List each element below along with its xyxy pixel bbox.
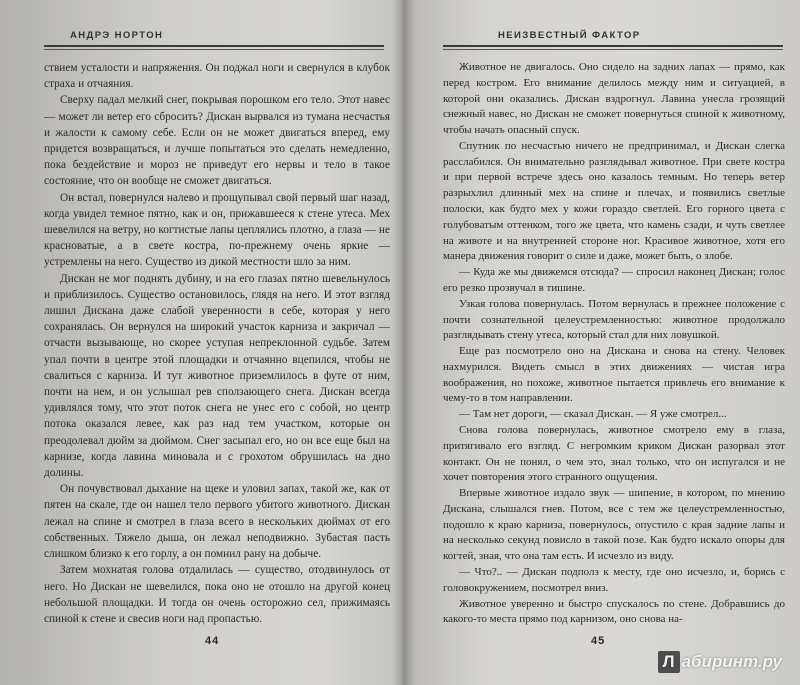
paragraph: Узкая голова повернулась. Потом вернулась в прежнее положение с почти сознательной целеустремленностью: животное продолжало разглядывать стену утеса, который стал для них ловушкой.	[443, 297, 785, 342]
header-rule-thin-right	[443, 49, 783, 50]
header-rule-left	[44, 45, 384, 47]
header-rule-thin-left	[44, 49, 384, 50]
paragraph: Дискан не мог поднять дубину, и на его глазах пятно шевельнулось и приблизилось. Существо остановилось, глядя на него. И этот взгляд лишил Дискана даже слабой уверенности в себе, которая у него сохранялась. Он вернулся на широкий участок карниза и закричал — отчасти вызывающе, но скорее уступая непреклонной судьбе. Затем упал почти в центре этой площадки и отчаянно вцепился, чтобы не свалиться с карниза. И тут животное приземлилось в футе от ним, почти на нем, и он услышал рев сползающего снега. Дискан всегда удивлялся тому, что этот поток снега не унес его с собой, но центр потока оказался левее, как раз над тем участком, которые он преодолевал дюйм за дюймом. Снег засыпал его, но он все еще был на карнизе, когда лавина миновала и с грохотом обрушилась на дно долины.	[44, 272, 390, 480]
watermark-text: абиринт.ру	[681, 652, 782, 671]
paragraph: Впервые животное издало звук — шипение, в котором, по мнению Дискана, слышался гнев. Потом, все с тем же целеустремленностью, подошло к краю карниза, повернулось, опустило с края задние лапы и на несколько секунд повисло в такой позе. Как будто искало опоры для когтей, зная, что она там есть. И исчезло из виду.	[443, 487, 785, 563]
paragraph: Еще раз посмотрело оно на Дискана и снова на стену. Человек нахмурился. Видеть смысл в этих движениях — чистая игра воображения, но похоже, животное пытается привлечь его внимание к чему-то в том направлении.	[443, 345, 785, 405]
book-gutter	[393, 0, 415, 685]
paragraph: ствием усталости и напряжения. Он поджал ноги и свернулся в клубок страха и отчаяния.	[44, 62, 390, 91]
paragraph: Животное не двигалось. Оно сидело на задних лапах — прямо, как перед костром. Его внимание делилось между ним и ситуацией, в которой они оказались. Дискан вздрогнул. Лавина унесла грозящий снежный навес, но Дискан не сможет повернуться спиной к животному, чтобы начать опасный спуск.	[443, 61, 785, 137]
page-number-right: 45	[591, 635, 606, 647]
header-rule-right	[443, 45, 783, 47]
paragraph: — Куда же мы движемся отсюда? — спросил наконец Дискан; голос его резко прозвучал в тишине.	[443, 266, 785, 294]
paragraph: — Что?.. — Дискан подполз к месту, где оно исчезло, и, борясь с головокружением, посмотрел вниз.	[443, 566, 785, 594]
right-body-text	[443, 60, 785, 628]
paragraph: Он встал, повернулся налево и прощупывал свой первый шаг назад, когда увидел темное пятно, как и он, прижавшееся к стене утеса. Мех шевелился на ветру, но когтистые лапы цеплялись плотно, а глаза — не красноватые, а в свете костра, по-прежнему очень яркие — устремлены на него. Существо из дикой местности шло за ним.	[44, 191, 390, 269]
paragraph: — Там нет дороги, — сказал Дискан. — Я уже смотрел...	[459, 408, 727, 421]
running-head-left: АНДРЭ НОРТОН	[70, 30, 164, 41]
labirint-watermark	[658, 651, 782, 673]
paragraph: Он почувствовал дыхание на щеке и уловил запах, такой же, как от пятен на скале, где он нашел тело первого убитого животного. Дискан лежал на спине и смотрел в глаза всего в нескольких дюймах от его собственных. Тяжело дыша, он лежал неподвижно. Зубастая пасть слишком близко к его горлу, а он помнил рану на добыче.	[44, 483, 390, 561]
paragraph: Животное уверенно и быстро спускалось по стене. Добравшись до какого-то места прямо под карнизом, оно снова на-	[443, 597, 785, 626]
labirint-logo-icon: Л	[658, 651, 680, 673]
left-body-text	[44, 60, 390, 627]
running-head-right: НЕИЗВЕСТНЫЙ ФАКТОР	[498, 30, 641, 41]
page-number-left: 44	[205, 635, 220, 647]
paragraph: Затем мохнатая голова отдалилась — существо, отодвинулось от него. Но Дискан не шевелился, пока оно не отошло на другой конец небольшой площадки. И тогда он очень осторожно сел, прижимаясь спиной к стене и свесив ноги над пропастью.	[44, 564, 390, 625]
paragraph: Снова голова повернулась, животное смотрело ему в глаза, притягивало его взгляд. С негромким криком Дискан разорвал этот контакт. Он не понял, о чем это, знал только, что он испугался и не хочет повторения этого странного ощущения.	[443, 423, 785, 484]
paragraph: Спутник по несчастью ничего не предпринимал, и Дискан слегка расслабился. Он внимательно разглядывал животное. При свете костра и при первой встрече здесь оно казалось темным. Но теперь ветер разрыхлил длинный мех на спине и плечах, и появились светлые полоски, как будто мех у кожи гораздо светлей. Его горного цвета с голубоватым оттенком, того же цвета, что камень сзади, и чуть светлее на животе и на внутренней стороне ног. Красивое животное, хотя его манера движения говорит о силе и даже, может быть, о злобе.	[443, 139, 785, 263]
right-page	[403, 0, 800, 685]
paragraph: Сверху падал мелкий снег, покрывая порошком его тело. Этот навес — может ли ветер его сбросить? Дискан вырвался из тумана несчастья и жалости к самому себе. Если он не может двигаться вперед, ему придется возвращаться, и лучше попытаться это сделать немедленно, пока бездействие и мороз не приведут его нервы и тело в такое состояние, что он вообще не сможет двигаться.	[44, 94, 390, 188]
